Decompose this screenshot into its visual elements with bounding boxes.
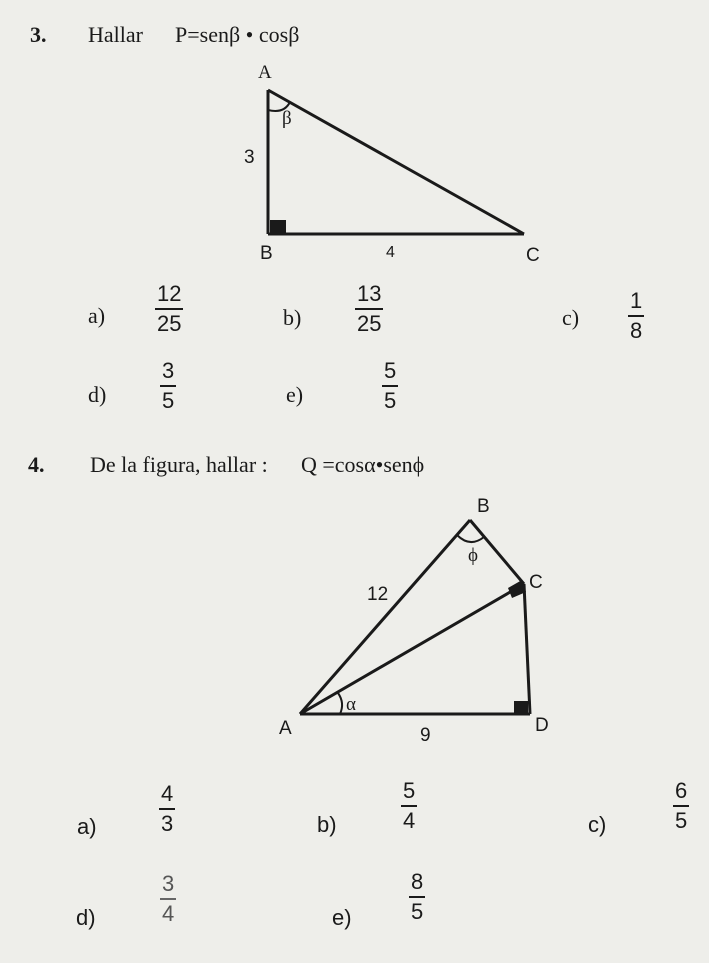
option-3b-letter: b) [283,305,302,330]
angle-beta-label: β [282,108,292,129]
vertex-c-label: C [529,572,543,593]
side-bc-label: 4 [386,244,395,261]
denominator: 3 [161,811,174,836]
vertex-b-label: B [477,496,490,517]
numerator: 8 [411,869,424,894]
option-4c-fraction [673,780,689,832]
side-ab-label: 12 [367,584,389,605]
numerator: 12 [157,281,182,306]
side-ac-line [300,584,524,714]
numerator: 5 [384,358,397,383]
problem-4-instruction: De la figura, hallar : [90,452,268,477]
denominator: 8 [630,318,643,343]
numerator: 3 [162,358,175,383]
option-3a-letter: a) [88,303,106,328]
option-3e-letter: e) [286,382,304,407]
numerator: 13 [357,281,382,306]
problem-3-instruction: Hallar [88,22,143,47]
option-4b-letter: b) [317,812,337,837]
numerator: 3 [162,871,175,896]
denominator: 4 [162,901,175,926]
vertex-b-label: B [260,243,273,264]
numerator: 4 [161,781,174,806]
option-3d-letter: d) [88,382,107,407]
option-4e-fraction [409,871,425,923]
option-4e-letter: e) [332,905,352,930]
vertex-d-label: D [535,715,549,736]
denominator: 5 [384,388,397,413]
denominator: 5 [411,899,424,924]
option-4a-letter: a) [77,814,97,839]
denominator: 5 [162,388,175,413]
side-cd-line [524,584,530,714]
denominator: 5 [675,808,688,833]
problem-4-number: 4. [28,452,45,477]
problem-3-formula: P=senβ • cosβ [175,22,300,47]
angle-phi-arc [457,535,484,542]
option-4d-letter: d) [76,905,96,930]
angle-alpha-arc [338,693,342,714]
denominator: 4 [403,808,416,833]
vertex-a-label: A [258,62,272,83]
right-angle-marker-d [514,701,528,713]
vertex-a-label: A [279,718,292,739]
option-3c-letter: c) [562,305,580,330]
option-4d-fraction [160,873,176,925]
denominator: 25 [357,311,382,336]
option-4b-fraction [401,780,417,832]
side-ab-line [300,520,470,714]
numerator: 6 [675,778,688,803]
problem-4-formula: Q =cosα•senϕ [301,452,425,477]
vertex-c-label: C [526,245,540,266]
option-4c-letter: c) [588,812,607,837]
numerator: 5 [403,778,416,803]
angle-alpha-label: α [346,694,356,715]
option-4a-fraction [159,783,175,835]
side-ab-label: 3 [244,147,255,168]
side-ad-label: 9 [420,725,431,746]
side-bc-line [470,520,524,584]
angle-phi-label: ϕ [468,545,479,566]
problem-3-number: 3. [30,22,47,47]
numerator: 1 [630,288,643,313]
denominator: 25 [157,311,182,336]
